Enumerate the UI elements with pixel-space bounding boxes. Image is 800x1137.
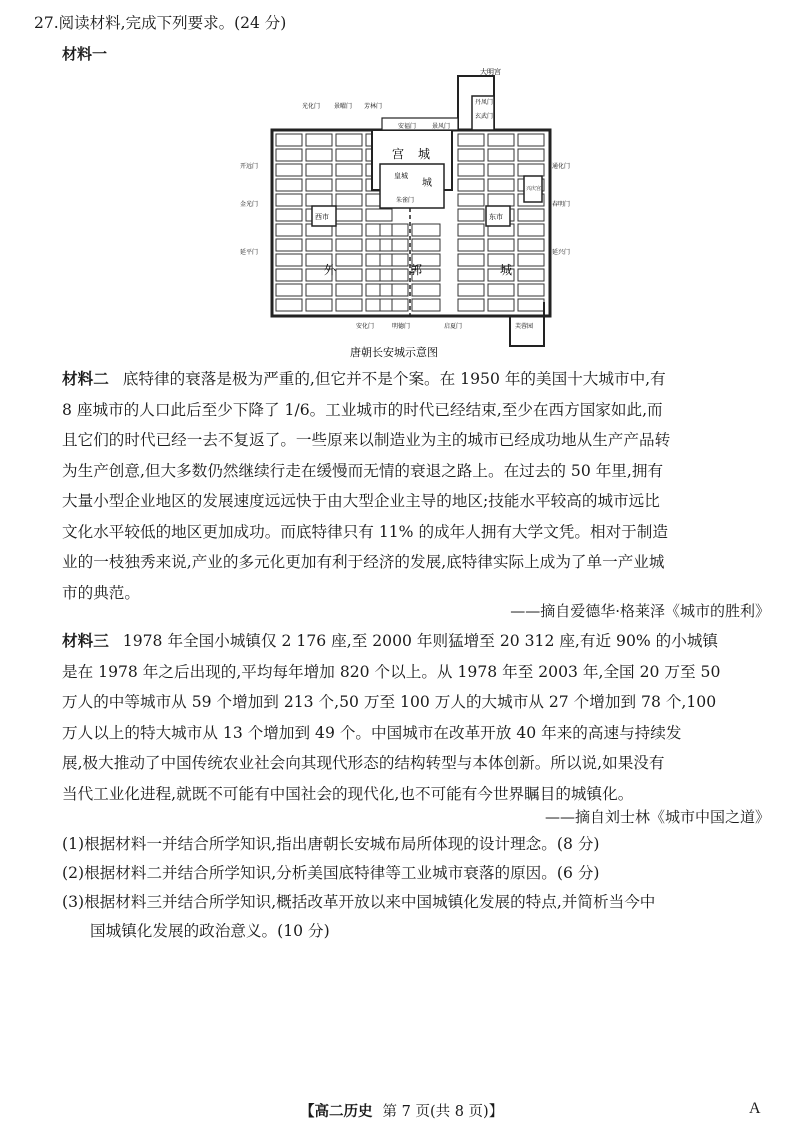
ward-block — [518, 299, 544, 311]
ward-block — [518, 149, 544, 161]
east-market-label: 东市 — [489, 213, 503, 221]
material2-line: 为生产创意,但大多数仍然继续行走在缓慢而无情的衰退之路上。在过去的 50 年里,拥有 — [62, 461, 664, 480]
footer-subject: 【高二历史 — [300, 1104, 373, 1120]
material2-line: 大量小型企业地区的发展速度远远快于由大型企业主导的地区;技能水平较高的城市远比 — [62, 492, 660, 510]
ward-block — [366, 269, 392, 281]
ward-block — [306, 164, 332, 176]
jinguang-gate-label: 金光门 — [240, 201, 259, 208]
ward-block — [488, 194, 514, 206]
ward-block — [412, 284, 440, 296]
ward-block — [380, 269, 408, 281]
ward-block — [518, 284, 544, 296]
material3-line: 展,极大推动了中国传统农业社会向其现代形态的结构转型与本体创新。所以说,如果没有 — [62, 754, 665, 772]
yanxing-gate-label: 延兴门 — [552, 249, 571, 256]
ward-block — [458, 254, 484, 266]
anfu-gate-label: 安福门 — [398, 123, 417, 130]
ward-block — [276, 224, 302, 236]
mingde-gate-label: 明德门 — [392, 323, 411, 330]
ward-block — [276, 179, 302, 191]
ward-block — [458, 299, 484, 311]
kaiyuan-gate-label: 开远门 — [240, 163, 259, 170]
ward-block — [488, 299, 514, 311]
ward-block — [380, 284, 408, 296]
material2-line: 底特律的衰落是极为严重的,但它并不是个案。在 1950 年的美国十大城市中,有 — [122, 370, 666, 388]
ward-block — [366, 254, 392, 266]
ward-block — [366, 299, 392, 311]
fangling-gate-label: 芳林门 — [364, 103, 383, 110]
ward-block — [276, 269, 302, 281]
ward-block — [306, 149, 332, 161]
ward-block — [458, 209, 484, 221]
ward-block — [366, 209, 392, 221]
material3-label: 材料三 — [62, 632, 109, 650]
ward-block — [518, 239, 544, 251]
zhuque-gate-label: 朱雀门 — [396, 197, 415, 204]
ward-block — [336, 224, 362, 236]
footer-page: 第 7 页(共 8 页)】 — [382, 1104, 504, 1120]
jingfeng-gate-label: 景风门 — [432, 123, 451, 130]
material3-line: 当代工业化进程,就既不可能有中国社会的现代化,也不可能有今世界瞩目的城镇化。 — [62, 784, 634, 803]
ward-block — [366, 284, 392, 296]
ward-block — [458, 164, 484, 176]
question-item: (1)根据材料一并结合所学知识,指出唐朝长安城布局所体现的设计理念。(8 分) — [62, 835, 600, 853]
ward-block — [336, 194, 362, 206]
ward-block — [488, 284, 514, 296]
ward-block — [306, 299, 332, 311]
ward-block — [366, 239, 392, 251]
ward-block — [518, 269, 544, 281]
ward-block — [366, 224, 392, 236]
anhua-gate-label: 安化门 — [356, 323, 375, 330]
ward-block — [276, 164, 302, 176]
map-caption: 唐朝长安城示意图 — [350, 346, 438, 359]
ward-block — [458, 149, 484, 161]
ward-block — [488, 164, 514, 176]
material3-line: 万人的中等城市从 59 个增加到 213 个,50 万至 100 万人的大城市从 27 个增加到 78 个,100 — [62, 693, 717, 711]
material3-line: 1978 年全国小城镇仅 2 176 座,至 2000 年则猛增至 20 312 座,有近 90% 的小城镇 — [122, 632, 719, 650]
ward-block — [412, 299, 440, 311]
tonghua-gate-label: 通化门 — [552, 163, 571, 170]
yanping-gate-label: 延平门 — [240, 249, 259, 256]
danfeng-gate-label: 丹凤门 — [475, 99, 494, 106]
ward-block — [380, 239, 408, 251]
ward-block — [276, 149, 302, 161]
ward-block — [276, 284, 302, 296]
qixia-gate-label: 启夏门 — [444, 323, 463, 330]
west-market-label: 西市 — [315, 213, 329, 221]
material3-paragraph — [62, 626, 774, 809]
ward-block — [518, 164, 544, 176]
imperial-city-label: 皇城 — [394, 172, 408, 180]
ward-block — [306, 194, 332, 206]
ward-block — [336, 164, 362, 176]
ward-block — [518, 134, 544, 146]
ward-block — [488, 179, 514, 191]
ward-block — [458, 269, 484, 281]
ward-block — [306, 134, 332, 146]
ward-block — [336, 269, 362, 281]
ward-block — [518, 224, 544, 236]
imperial-city-label-2: 城 — [422, 178, 432, 189]
ward-block — [336, 134, 362, 146]
ward-block — [336, 254, 362, 266]
ward-block — [336, 284, 362, 296]
daming-palace-label: 大明宫 — [480, 68, 501, 76]
material2-source: ——摘自爱德华·格莱泽《城市的胜利》 — [510, 602, 770, 620]
question-header: 27.阅读材料,完成下列要求。(24 分) — [34, 14, 287, 32]
ward-block — [458, 194, 484, 206]
jingyao-gate-label: 景曜门 — [334, 103, 353, 110]
question-list — [62, 830, 774, 946]
material2-line: 市的典范。 — [62, 583, 140, 602]
ward-block — [336, 299, 362, 311]
ward-block — [336, 179, 362, 191]
ward-block — [412, 224, 440, 236]
palace-city-label-2: 城 — [418, 147, 431, 161]
ward-block — [518, 254, 544, 266]
ward-block — [488, 149, 514, 161]
xuanwu-gate-label: 玄武门 — [475, 113, 494, 120]
furong-garden-label: 芙蓉园 — [515, 323, 534, 330]
ward-block — [276, 134, 302, 146]
outer-city-label-1: 外 — [324, 263, 337, 277]
ward-block — [458, 239, 484, 251]
ward-block — [306, 284, 332, 296]
material3-line: 万人以上的特大城市从 13 个增加到 49 个。中国城市在改革开放 40 年来的高速与持续发 — [62, 723, 682, 742]
question-item-continued: 国城镇化发展的政治意义。(10 分) — [90, 922, 330, 940]
material2-line: 业的一枝独秀来说,产业的多元化更加有利于经济的发展,底特律实际上成为了单一产业城 — [62, 553, 665, 571]
ward-block — [488, 239, 514, 251]
ward-block — [458, 284, 484, 296]
chunming-gate-label: 春明门 — [552, 201, 571, 208]
material3-source: ——摘自刘士林《城市中国之道》 — [544, 808, 770, 826]
ward-block — [276, 299, 302, 311]
material2-line: 文化水平较低的地区更加成功。而底特律只有 11% 的成年人拥有大学文凭。相对于制造 — [62, 522, 668, 541]
material2-paragraph — [62, 364, 774, 608]
question-item: (3)根据材料三并结合所学知识,概括改革开放以来中国城镇化发展的特点,并简析当今中 — [62, 893, 656, 911]
ward-block — [306, 179, 332, 191]
ward-block — [458, 179, 484, 191]
outer-city-label-2: 郭 — [410, 263, 423, 277]
ward-block — [380, 254, 408, 266]
material2-label: 材料二 — [62, 370, 109, 388]
ward-block — [380, 299, 408, 311]
ward-block — [518, 209, 544, 221]
changan-city-map — [232, 66, 572, 364]
ward-block — [336, 239, 362, 251]
ward-block — [336, 209, 362, 221]
ward-block — [412, 239, 440, 251]
material3-line: 是在 1978 年之后出现的,平均每年增加 820 个以上。从 1978 年至 2003 年,全国 20 万至 50 — [62, 662, 721, 681]
ward-block — [306, 239, 332, 251]
ward-block — [488, 134, 514, 146]
ward-block — [276, 209, 302, 221]
outer-city-label-3: 城 — [500, 263, 513, 277]
ward-block — [458, 134, 484, 146]
palace-city-label: 宫 — [392, 147, 405, 161]
footer-version: A — [749, 1100, 761, 1117]
question-item: (2)根据材料二并结合所学知识,分析美国底特律等工业城市衰落的原因。(6 分) — [62, 864, 600, 882]
xingqing-palace-label: 兴庆宫 — [526, 186, 542, 192]
material2-line: 8 座城市的人口此后至少下降了 1/6。工业城市的时代已经结束,至少在西方国家如此,而 — [62, 400, 663, 419]
ward-block — [458, 224, 484, 236]
ward-block — [380, 224, 408, 236]
ward-block — [276, 239, 302, 251]
material1-label: 材料一 — [62, 45, 108, 63]
ward-block — [276, 194, 302, 206]
ward-block — [276, 254, 302, 266]
material2-line: 且它们的时代已经一去不复返了。一些原来以制造业为主的城市已经成功地从生产产品转 — [62, 431, 671, 449]
guangtong-gate-label: 光化门 — [302, 103, 321, 110]
ward-block — [336, 149, 362, 161]
